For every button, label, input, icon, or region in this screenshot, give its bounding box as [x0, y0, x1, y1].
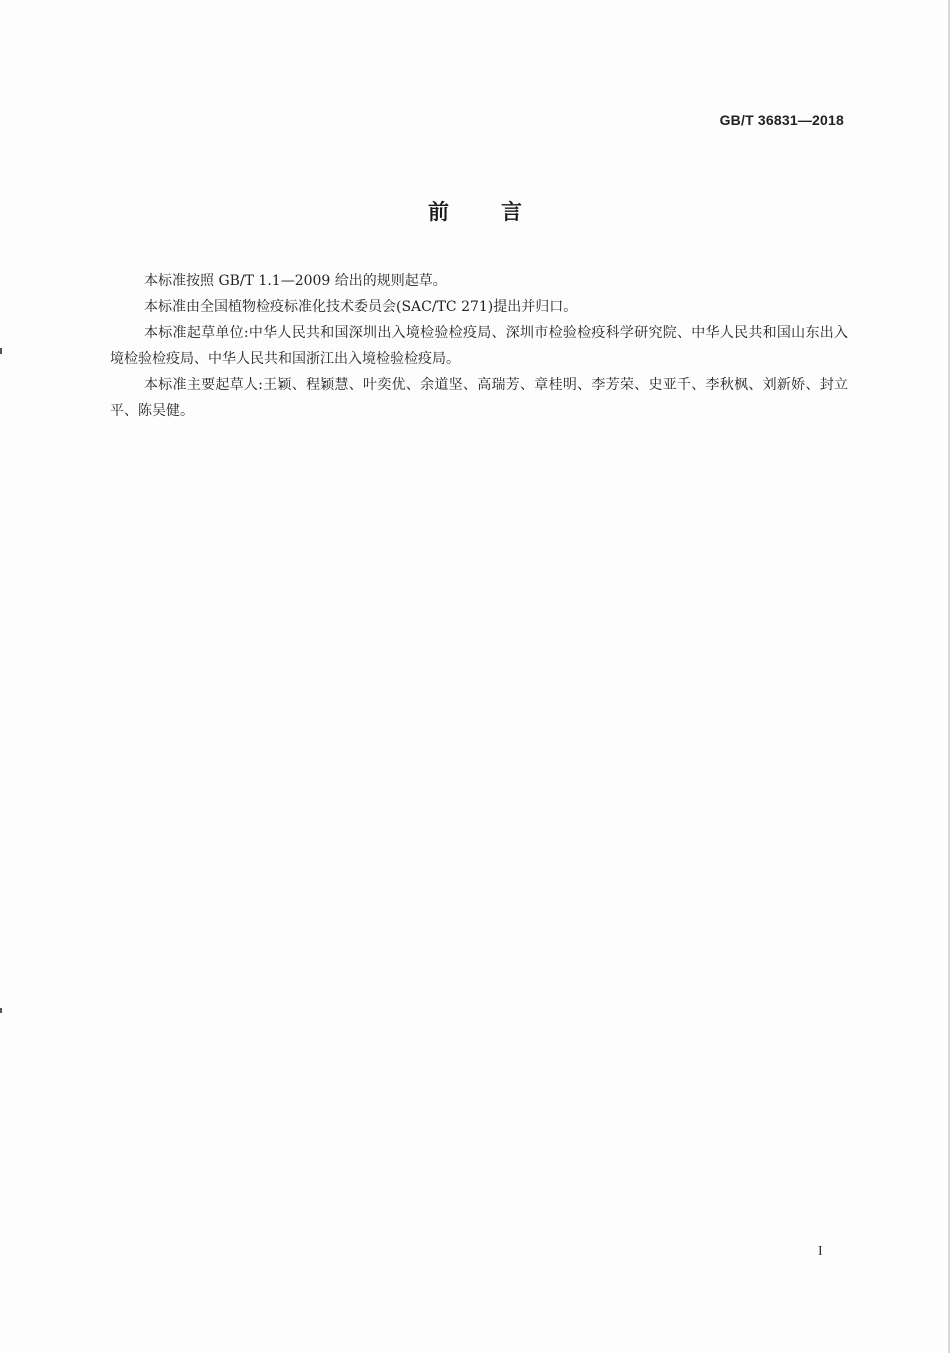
paragraph-proposer: 本标准由全国植物检疫标准化技术委员会(SAC/TC 271)提出并归口。 [144, 299, 578, 315]
foreword-body [110, 268, 848, 424]
scan-edge-mark [0, 348, 2, 354]
paragraph-drafting-units: 本标准起草单位:中华人民共和国深圳出入境检验检疫局、深圳市检验检疫科学研究院、中华人民共和国山东出入境检验检疫局、中华人民共和国浙江出入境检验检疫局。 [110, 325, 848, 367]
standard-number: GB/T 36831—2018 [719, 112, 844, 128]
paragraph-drafting-rules: 本标准按照 GB/T 1.1—2009 给出的规则起草。 [144, 273, 447, 289]
paragraph-drafters: 本标准主要起草人:王颖、程颖慧、叶奕优、余道坚、高瑞芳、章桂明、李芳荣、史亚千、李秋枫、刘新娇、封立平、陈吴健。 [110, 377, 848, 419]
page-title: 前言 [428, 200, 574, 224]
scan-edge-mark [0, 1008, 2, 1013]
page-number: I [818, 1244, 823, 1259]
